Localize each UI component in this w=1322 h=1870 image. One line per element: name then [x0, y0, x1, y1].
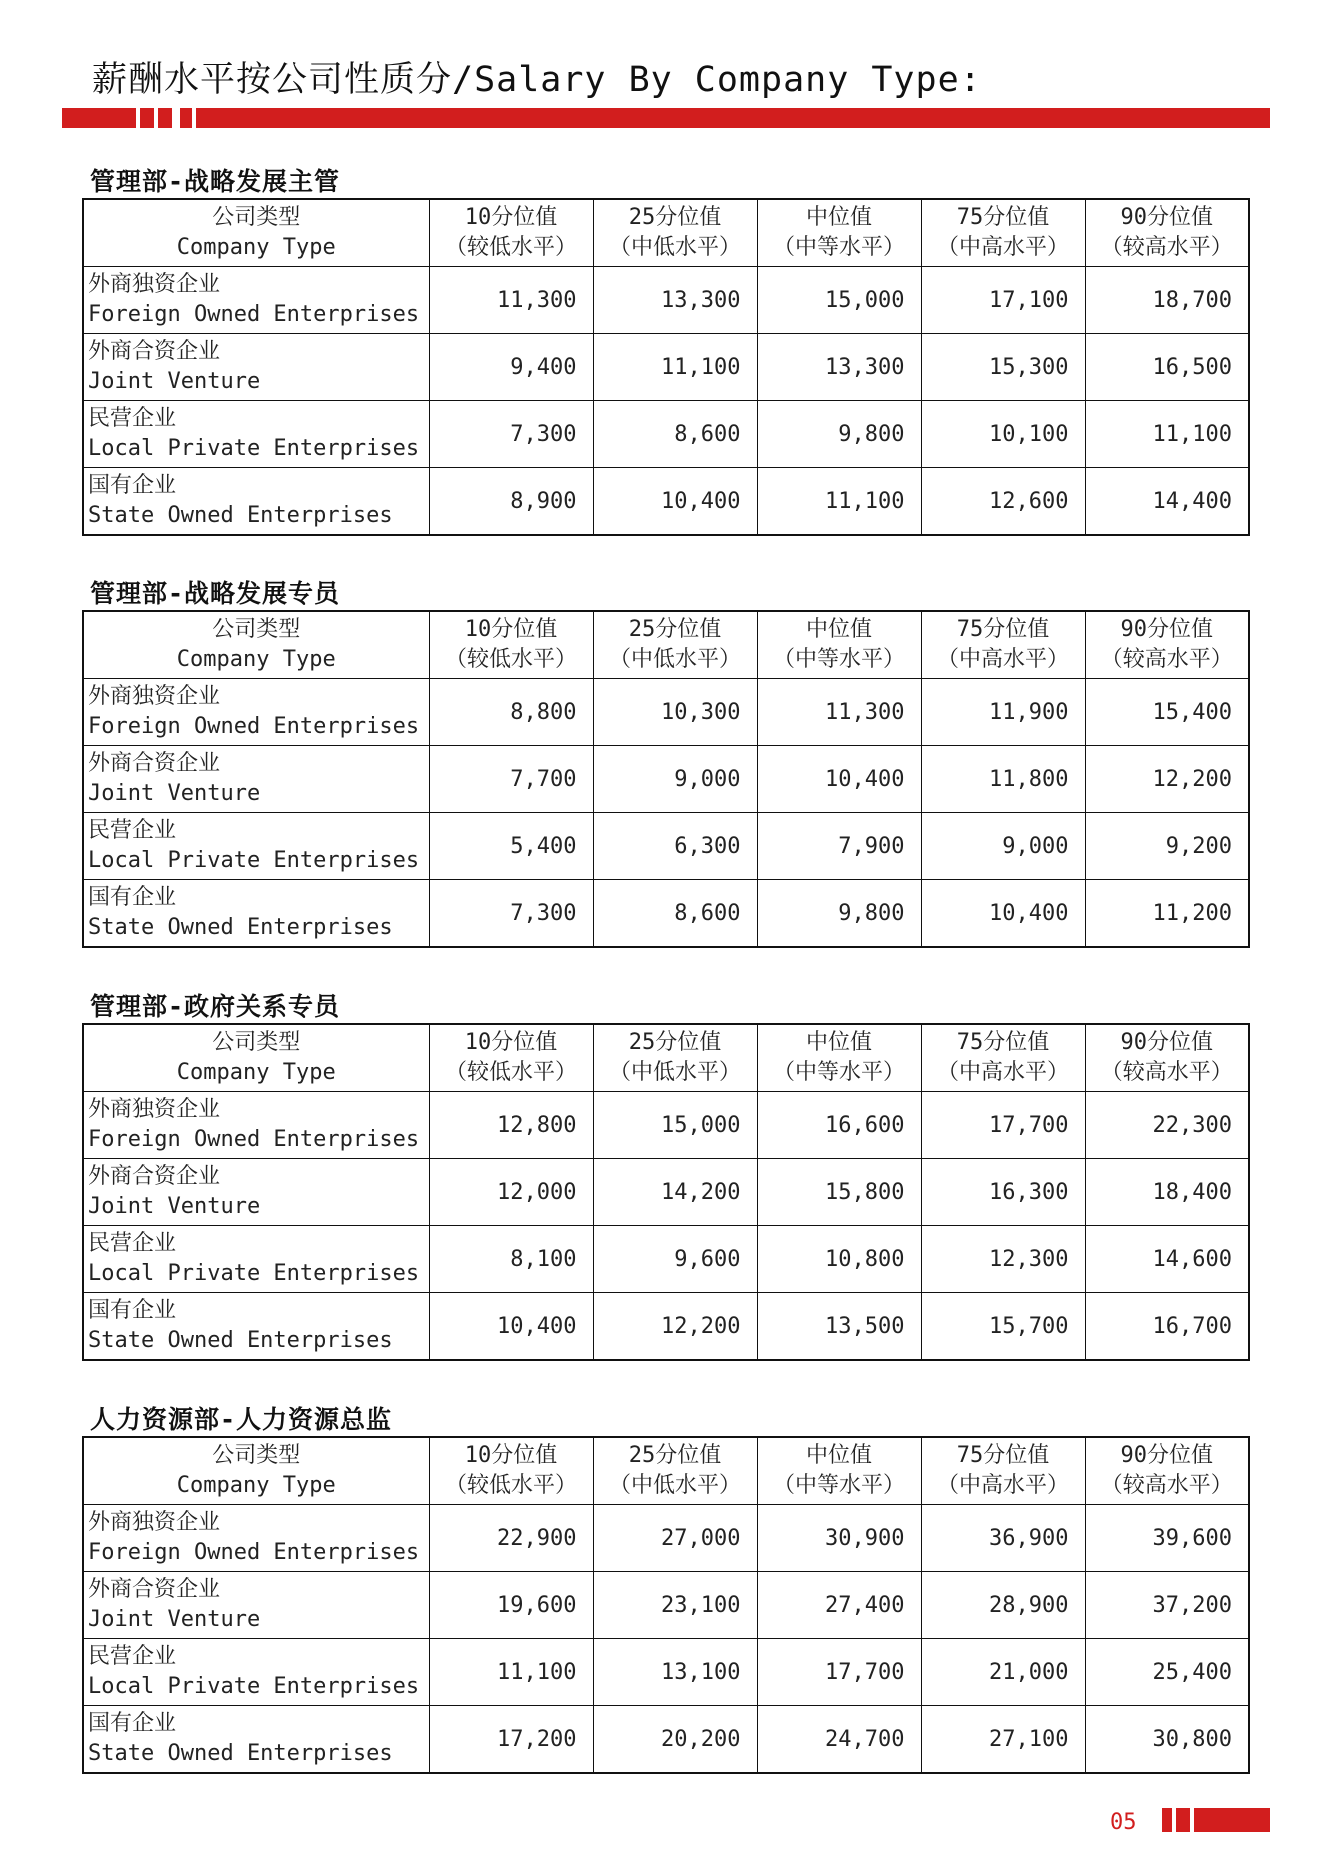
company-type-en: Joint Venture — [88, 1607, 261, 1632]
company-type-cell — [83, 813, 429, 880]
salary-table — [82, 198, 1250, 536]
company-type-cn: 国有企业 — [88, 1711, 177, 1736]
header-percentile — [593, 611, 757, 679]
table-row — [83, 334, 1249, 401]
table-row — [83, 1159, 1249, 1226]
footer-block — [1176, 1808, 1190, 1832]
header-percentile — [1085, 1437, 1249, 1505]
salary-value: 16,500 — [1085, 334, 1249, 401]
salary-value: 17,200 — [429, 1706, 593, 1774]
salary-value: 11,900 — [921, 679, 1085, 746]
table-row — [83, 401, 1249, 468]
company-type-en: Joint Venture — [88, 369, 261, 394]
salary-value: 15,000 — [593, 1092, 757, 1159]
header-percentile-label: 25分位值 — [628, 617, 722, 642]
header-type-cn: 公司类型 — [212, 617, 301, 642]
company-type-cn: 外商独资企业 — [88, 272, 221, 297]
table-row — [83, 1572, 1249, 1639]
salary-value: 12,600 — [921, 468, 1085, 536]
header-rule-block — [180, 108, 192, 128]
header-percentile-level: （较高水平） — [1100, 1473, 1233, 1498]
header-percentile — [593, 199, 757, 267]
header-type-en: Company Type — [176, 647, 336, 672]
header-percentile-label: 90分位值 — [1120, 1030, 1213, 1055]
company-type-en: Local Private Enterprises — [88, 848, 420, 873]
header-percentile-label: 75分位值 — [956, 205, 1050, 230]
salary-value: 17,100 — [921, 267, 1085, 334]
table-header-row — [83, 199, 1249, 267]
header-percentile-label: 中位值 — [805, 617, 872, 642]
salary-table — [82, 610, 1250, 948]
header-percentile-level: （中高水平） — [936, 235, 1069, 260]
company-type-cell — [83, 1505, 429, 1572]
company-type-en: Foreign Owned Enterprises — [88, 1127, 420, 1152]
header-percentile-level: （中低水平） — [608, 647, 741, 672]
salary-value: 12,200 — [1085, 746, 1249, 813]
company-type-cn: 外商独资企业 — [88, 1510, 221, 1535]
header-company-type — [83, 611, 429, 679]
section-caption: 人力资源部-人力资源总监 — [90, 1405, 393, 1434]
header-percentile — [757, 1024, 921, 1092]
salary-value: 7,300 — [429, 401, 593, 468]
header-percentile-level: （中等水平） — [772, 1473, 905, 1498]
salary-value: 7,700 — [429, 746, 593, 813]
salary-value: 16,600 — [757, 1092, 921, 1159]
salary-value: 11,100 — [757, 468, 921, 536]
salary-value: 11,100 — [429, 1639, 593, 1706]
header-percentile — [429, 199, 593, 267]
header-percentile — [1085, 199, 1249, 267]
salary-value: 14,600 — [1085, 1226, 1249, 1293]
header-company-type — [83, 1024, 429, 1092]
header-percentile — [429, 611, 593, 679]
salary-value: 7,900 — [757, 813, 921, 880]
header-company-type — [83, 1437, 429, 1505]
header-percentile-level: （较低水平） — [444, 647, 577, 672]
salary-value: 12,000 — [429, 1159, 593, 1226]
header-type-en: Company Type — [176, 1060, 336, 1085]
company-type-cn: 民营企业 — [88, 406, 177, 431]
salary-value: 9,800 — [757, 880, 921, 948]
section-caption: 管理部-战略发展主管 — [90, 167, 341, 196]
company-type-cell — [83, 334, 429, 401]
header-percentile-label: 10分位值 — [464, 617, 558, 642]
salary-value: 10,400 — [921, 880, 1085, 948]
company-type-cell — [83, 267, 429, 334]
company-type-cn: 外商独资企业 — [88, 1097, 221, 1122]
company-type-cn: 外商合资企业 — [88, 1164, 221, 1189]
header-percentile-label: 中位值 — [805, 1030, 872, 1055]
header-rule-block — [158, 108, 172, 128]
salary-table — [82, 1436, 1250, 1774]
header-type-en: Company Type — [176, 1473, 336, 1498]
company-type-cell — [83, 1706, 429, 1774]
salary-value: 15,300 — [921, 334, 1085, 401]
salary-value: 11,100 — [1085, 401, 1249, 468]
header-percentile-level: （中等水平） — [772, 647, 905, 672]
salary-value: 14,400 — [1085, 468, 1249, 536]
header-percentile-label: 中位值 — [805, 1443, 872, 1468]
salary-value: 24,700 — [757, 1706, 921, 1774]
company-type-en: Foreign Owned Enterprises — [88, 714, 420, 739]
header-percentile-label: 25分位值 — [628, 1030, 722, 1055]
table-row — [83, 1706, 1249, 1774]
section-caption: 管理部-政府关系专员 — [90, 992, 341, 1021]
company-type-en: Local Private Enterprises — [88, 1261, 420, 1286]
salary-value: 10,800 — [757, 1226, 921, 1293]
salary-value: 9,200 — [1085, 813, 1249, 880]
company-type-cell — [83, 1092, 429, 1159]
salary-value: 11,300 — [429, 267, 593, 334]
header-percentile — [593, 1024, 757, 1092]
salary-value: 15,800 — [757, 1159, 921, 1226]
header-percentile-label: 90分位值 — [1120, 617, 1213, 642]
company-type-en: Foreign Owned Enterprises — [88, 302, 420, 327]
company-type-cn: 外商独资企业 — [88, 684, 221, 709]
salary-value: 10,400 — [593, 468, 757, 536]
table-row — [83, 1639, 1249, 1706]
salary-value: 5,400 — [429, 813, 593, 880]
salary-value: 11,800 — [921, 746, 1085, 813]
header-percentile-level: （较低水平） — [444, 1060, 577, 1085]
company-type-en: Joint Venture — [88, 1194, 261, 1219]
salary-value: 22,900 — [429, 1505, 593, 1572]
table-row — [83, 1226, 1249, 1293]
header-percentile — [757, 1437, 921, 1505]
header-percentile-level: （中高水平） — [936, 647, 1069, 672]
company-type-en: Local Private Enterprises — [88, 436, 420, 461]
salary-value: 8,100 — [429, 1226, 593, 1293]
salary-value: 15,400 — [1085, 679, 1249, 746]
header-percentile — [921, 199, 1085, 267]
salary-value: 10,100 — [921, 401, 1085, 468]
header-percentile-level: （中低水平） — [608, 1060, 741, 1085]
company-type-cell — [83, 1639, 429, 1706]
header-percentile-level: （中等水平） — [772, 1060, 905, 1085]
salary-value: 9,800 — [757, 401, 921, 468]
company-type-cn: 外商合资企业 — [88, 339, 221, 364]
header-percentile-level: （中低水平） — [608, 1473, 741, 1498]
salary-value: 28,900 — [921, 1572, 1085, 1639]
company-type-cn: 国有企业 — [88, 885, 177, 910]
salary-value: 27,400 — [757, 1572, 921, 1639]
salary-value: 16,700 — [1085, 1293, 1249, 1361]
header-percentile-level: （中低水平） — [608, 235, 741, 260]
salary-value: 13,500 — [757, 1293, 921, 1361]
salary-value: 27,000 — [593, 1505, 757, 1572]
header-type-cn: 公司类型 — [212, 1030, 301, 1055]
salary-value: 10,400 — [429, 1293, 593, 1361]
salary-value: 13,300 — [593, 267, 757, 334]
company-type-en: State Owned Enterprises — [88, 1328, 393, 1353]
company-type-cell — [83, 1293, 429, 1361]
table-row — [83, 468, 1249, 536]
header-percentile-label: 25分位值 — [628, 1443, 722, 1468]
salary-value: 30,900 — [757, 1505, 921, 1572]
salary-value: 15,700 — [921, 1293, 1085, 1361]
header-percentile-level: （中高水平） — [936, 1473, 1069, 1498]
header-percentile-level: （较高水平） — [1100, 1060, 1233, 1085]
salary-value: 9,600 — [593, 1226, 757, 1293]
header-company-type — [83, 199, 429, 267]
company-type-cell — [83, 880, 429, 948]
company-type-cell — [83, 1226, 429, 1293]
salary-value: 11,300 — [757, 679, 921, 746]
salary-value: 9,400 — [429, 334, 593, 401]
header-percentile-label: 10分位值 — [464, 1030, 558, 1055]
header-percentile-label: 75分位值 — [956, 1443, 1050, 1468]
salary-value: 12,300 — [921, 1226, 1085, 1293]
header-percentile — [921, 1437, 1085, 1505]
salary-value: 12,800 — [429, 1092, 593, 1159]
salary-value: 15,000 — [757, 267, 921, 334]
table-row — [83, 880, 1249, 948]
salary-value: 10,300 — [593, 679, 757, 746]
salary-value: 19,600 — [429, 1572, 593, 1639]
header-percentile-label: 25分位值 — [628, 205, 722, 230]
company-type-cn: 国有企业 — [88, 473, 177, 498]
salary-value: 21,000 — [921, 1639, 1085, 1706]
salary-value: 13,100 — [593, 1639, 757, 1706]
salary-value: 6,300 — [593, 813, 757, 880]
salary-value: 9,000 — [921, 813, 1085, 880]
header-percentile — [921, 611, 1085, 679]
header-percentile-level: （较低水平） — [444, 235, 577, 260]
salary-value: 25,400 — [1085, 1639, 1249, 1706]
company-type-cn: 民营企业 — [88, 1231, 177, 1256]
salary-value: 10,400 — [757, 746, 921, 813]
salary-value: 12,200 — [593, 1293, 757, 1361]
table-row — [83, 679, 1249, 746]
page-title: 薪酬水平按公司性质分/Salary By Company Type: — [92, 60, 982, 100]
table-row — [83, 1092, 1249, 1159]
salary-value: 14,200 — [593, 1159, 757, 1226]
header-percentile-label: 10分位值 — [464, 1443, 558, 1468]
company-type-cn: 民营企业 — [88, 818, 177, 843]
header-percentile — [757, 199, 921, 267]
header-percentile-level: （较高水平） — [1100, 235, 1233, 260]
company-type-cell — [83, 468, 429, 536]
company-type-en: Joint Venture — [88, 781, 261, 806]
header-percentile-label: 10分位值 — [464, 205, 558, 230]
footer-block — [1162, 1808, 1172, 1832]
header-type-cn: 公司类型 — [212, 205, 301, 230]
header-rule-block — [140, 108, 154, 128]
salary-value: 8,800 — [429, 679, 593, 746]
page-number: 05 — [1110, 1810, 1137, 1835]
company-type-cell — [83, 1159, 429, 1226]
table-header-row — [83, 611, 1249, 679]
company-type-cn: 外商合资企业 — [88, 751, 221, 776]
company-type-cell — [83, 679, 429, 746]
company-type-en: Local Private Enterprises — [88, 1674, 420, 1699]
company-type-en: State Owned Enterprises — [88, 915, 393, 940]
salary-value: 37,200 — [1085, 1572, 1249, 1639]
company-type-en: State Owned Enterprises — [88, 1741, 393, 1766]
header-percentile-label: 中位值 — [805, 205, 872, 230]
header-percentile-label: 75分位值 — [956, 1030, 1050, 1055]
salary-value: 9,000 — [593, 746, 757, 813]
table-row — [83, 1293, 1249, 1361]
salary-value: 8,600 — [593, 880, 757, 948]
company-type-cell — [83, 746, 429, 813]
salary-value: 20,200 — [593, 1706, 757, 1774]
table-row — [83, 746, 1249, 813]
salary-value: 27,100 — [921, 1706, 1085, 1774]
salary-value: 18,700 — [1085, 267, 1249, 334]
header-percentile — [429, 1437, 593, 1505]
table-row — [83, 267, 1249, 334]
section-caption: 管理部-战略发展专员 — [90, 579, 341, 608]
salary-value: 8,600 — [593, 401, 757, 468]
table-row — [83, 813, 1249, 880]
header-rule-long-bar — [196, 108, 1270, 128]
header-percentile-level: （中高水平） — [936, 1060, 1069, 1085]
salary-value: 23,100 — [593, 1572, 757, 1639]
salary-value: 11,200 — [1085, 880, 1249, 948]
company-type-cell — [83, 401, 429, 468]
table-row — [83, 1505, 1249, 1572]
salary-value: 16,300 — [921, 1159, 1085, 1226]
company-type-cell — [83, 1572, 429, 1639]
header-percentile — [593, 1437, 757, 1505]
header-percentile-label: 90分位值 — [1120, 205, 1213, 230]
header-percentile-label: 75分位值 — [956, 617, 1050, 642]
salary-value: 17,700 — [757, 1639, 921, 1706]
header-percentile — [1085, 611, 1249, 679]
salary-value: 11,100 — [593, 334, 757, 401]
salary-value: 18,400 — [1085, 1159, 1249, 1226]
salary-value: 17,700 — [921, 1092, 1085, 1159]
header-percentile — [1085, 1024, 1249, 1092]
company-type-cn: 国有企业 — [88, 1298, 177, 1323]
header-type-en: Company Type — [176, 235, 336, 260]
salary-value: 22,300 — [1085, 1092, 1249, 1159]
salary-table — [82, 1023, 1250, 1361]
header-percentile-level: （中等水平） — [772, 235, 905, 260]
salary-value: 39,600 — [1085, 1505, 1249, 1572]
table-header-row — [83, 1437, 1249, 1505]
salary-value: 8,900 — [429, 468, 593, 536]
header-percentile-level: （较高水平） — [1100, 647, 1233, 672]
header-percentile — [757, 611, 921, 679]
table-header-row — [83, 1024, 1249, 1092]
header-percentile — [429, 1024, 593, 1092]
salary-value: 36,900 — [921, 1505, 1085, 1572]
salary-value: 30,800 — [1085, 1706, 1249, 1774]
header-percentile-level: （较低水平） — [444, 1473, 577, 1498]
company-type-en: Foreign Owned Enterprises — [88, 1540, 420, 1565]
company-type-cn: 民营企业 — [88, 1644, 177, 1669]
header-percentile-label: 90分位值 — [1120, 1443, 1213, 1468]
header-rule-left-bar — [62, 108, 136, 128]
header-percentile — [921, 1024, 1085, 1092]
company-type-cn: 外商合资企业 — [88, 1577, 221, 1602]
salary-value: 13,300 — [757, 334, 921, 401]
footer-block — [1194, 1808, 1270, 1832]
company-type-en: State Owned Enterprises — [88, 503, 393, 528]
header-type-cn: 公司类型 — [212, 1443, 301, 1468]
salary-value: 7,300 — [429, 880, 593, 948]
